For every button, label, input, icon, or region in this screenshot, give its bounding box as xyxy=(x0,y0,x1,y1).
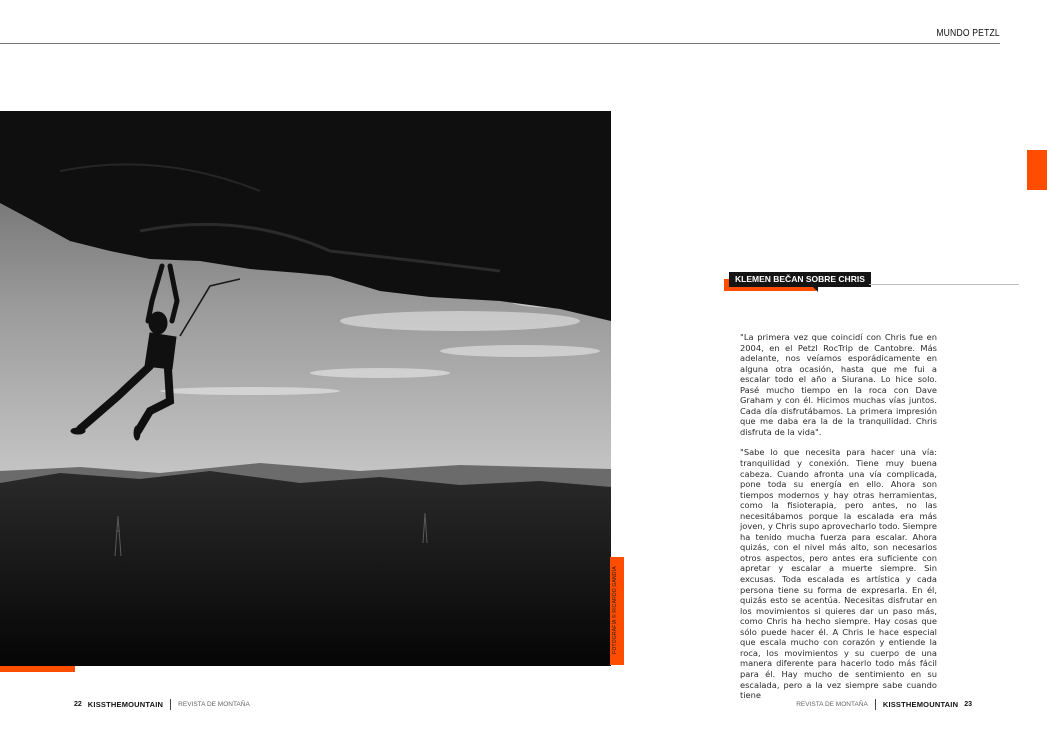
footer-tagline-right: REVISTA DE MONTAÑA xyxy=(796,701,868,708)
climber-photo-illustration xyxy=(0,111,611,666)
footer-right xyxy=(796,699,972,710)
section-label: MUNDO PETZL xyxy=(936,28,1000,39)
box-heading: KLEMEN BEČAN SOBRE CHRIS xyxy=(729,272,871,287)
box-heading-notch xyxy=(813,287,818,292)
footer-separator xyxy=(875,699,876,710)
quote-body xyxy=(740,332,937,711)
box-heading-rule xyxy=(869,284,1019,285)
quote-paragraph: "Sabe lo que necesita para hacer una vía: tranquilidad y conexión. Tiene muy buena cabeza. Cuando afronta una vía complicada, pone toda su energía en ello. Ahora son tiempos modernos y hay otras herramientas, como la fisioterapia, pero antes, no las necesitábamos porque la escalada era más joven, y Chris supo aprovecharlo todo. Siempre ha tenido mucha fuerza para escalar. Ahora quizás, con el nivel más alto, son necesarios otros aspectos, pero antes era suficiente con apretar y escalar a muerte siempre. Sin excusas. Toda escalada es artística y cada persona tiene su forma de expresarla. En él, quizás esto se acentúa. Necesitas disfrutar en los movimientos si quieres dar un paso más, como Chris ha hecho siempre. Hay cosas que sólo puede hacer él. A Chris le hace especial que escala mucho con corazón y entiende la roca, los movimientos y su cuerpo de una manera diferente para hacerlo todo más fácil para él. Hay mucho de sentimiento en su escalada, pero a la vez siempre sabe cuando tiene xyxy=(740,447,937,701)
footer-brand-right: KISSTHEMOUNTAIN xyxy=(882,700,959,709)
page-side-tab xyxy=(1027,150,1047,190)
footer-brand-left: KISSTHEMOUNTAIN xyxy=(87,700,164,709)
quote-paragraph: "La primera vez que coincidí con Chris fue en 2004, en el Petzl RocTrip de Cantobre. Más adelante, nos veíamos esporádicamente en alguna otra ocasión, hasta que me fui a escalar todo el año a Siurana. Lo hice solo. Pasé mucho tiempo en la roca con Dave Graham y con él. Hicimos muchas vías juntos. Cada día disfrutábamos. La primera impresión que me daba era la de la tranquilidad. Chris disfruta de la vida". xyxy=(740,332,937,437)
climber-photo xyxy=(0,111,611,666)
photo-accent-bar xyxy=(0,666,75,672)
footer-left xyxy=(74,699,250,710)
page-number-right: 23 xyxy=(964,701,972,708)
header-rule xyxy=(0,43,1000,44)
footer-tagline-left: REVISTA DE MONTAÑA xyxy=(178,701,250,708)
page-number-left: 22 xyxy=(74,701,82,708)
photo-credit: FOTOGRAFÍA © RICARDO GANDÍA xyxy=(612,566,618,654)
footer-separator xyxy=(170,699,171,710)
